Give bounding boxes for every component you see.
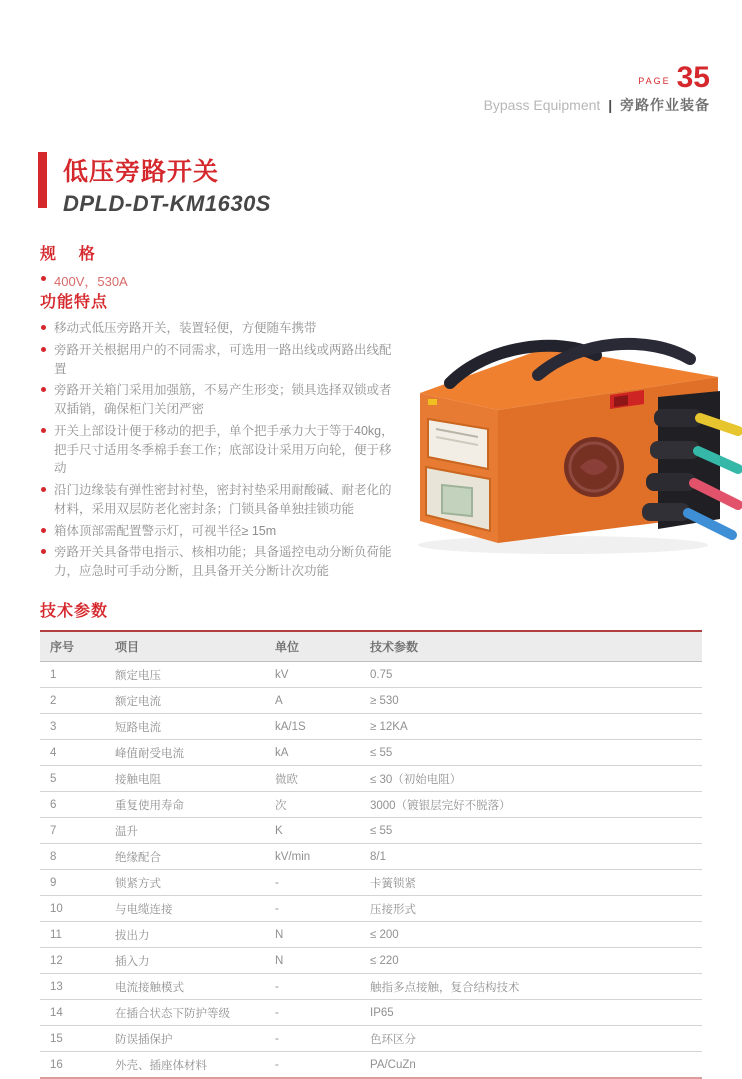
cell-unit: K (265, 818, 360, 844)
list-item-text: 旁路开关箱门采用加强筋，不易产生形变；锁具选择双锁或者双插销，确保柜门关闭严密 (54, 383, 392, 416)
list-item-text: 旁路开关具备带电指示、核相功能；具备遥控电动分断负荷能力，应急时可手动分断，且具备开关分断计次功能 (54, 545, 392, 578)
cell-value: ≥ 530 (360, 688, 702, 714)
cell-value: ≤ 55 (360, 740, 702, 766)
table-row (40, 766, 702, 792)
category-line (484, 95, 710, 115)
cell-unit: 次 (265, 792, 360, 818)
product-model: DPLD-DT-KM1630S (63, 191, 271, 216)
list-item-text: 箱体顶部需配置警示灯，可视半径≥ 15m (54, 523, 277, 538)
cell-value: 触指多点接触，复合结构技术 (360, 974, 702, 1000)
cell-index: 9 (40, 870, 105, 896)
col-header-index: 序号 (40, 631, 105, 662)
cell-value: ≤ 220 (360, 948, 702, 974)
cell-unit: 微欧 (265, 766, 360, 792)
bullet-icon (41, 387, 46, 392)
specs-list (40, 271, 128, 290)
table-row (40, 1026, 702, 1052)
cell-item: 绝缘配合 (105, 844, 265, 870)
list-item (40, 422, 394, 478)
cell-unit: - (265, 870, 360, 896)
features-section (40, 289, 394, 584)
bullet-icon (41, 549, 46, 554)
cell-item: 重复使用寿命 (105, 792, 265, 818)
cell-index: 13 (40, 974, 105, 1000)
category-en: Bypass Equipment (483, 97, 601, 113)
product-title: 低压旁路开关 (63, 158, 220, 186)
cell-value: ≥ 12KA (360, 714, 702, 740)
table-row (40, 818, 702, 844)
cell-unit: kV (265, 662, 360, 688)
cell-value: 8/1 (360, 844, 702, 870)
cell-value: 0.75 (360, 662, 702, 688)
cell-unit: N (265, 948, 360, 974)
bullet-icon (41, 487, 46, 492)
list-item (40, 319, 394, 338)
page-label: PAGE (638, 76, 671, 86)
cell-item: 电流接触模式 (105, 974, 265, 1000)
cell-unit: N (265, 922, 360, 948)
cell-item: 接触电阻 (105, 766, 265, 792)
cell-unit: - (265, 1000, 360, 1026)
product-photo (398, 303, 742, 561)
cell-unit: kV/min (265, 844, 360, 870)
list-item-text: 400V，530A (54, 274, 128, 289)
cell-index: 2 (40, 688, 105, 714)
list-item-text: 开关上部设计便于移动的把手，单个把手承力大于等于40kg，把手尺寸适用冬季棉手套工作；底部设计采用万向轮，便于移动 (54, 423, 394, 476)
cell-unit: kA/1S (265, 714, 360, 740)
table-row (40, 792, 702, 818)
list-item (40, 271, 128, 290)
cell-value: 压接形式 (360, 896, 702, 922)
cell-value: ≤ 55 (360, 818, 702, 844)
cell-value: 色环区分 (360, 1026, 702, 1052)
cell-unit: kA (265, 740, 360, 766)
cell-value: ≤ 30（初始电阻） (360, 766, 702, 792)
bullet-icon (41, 325, 46, 330)
table-row (40, 688, 702, 714)
tech-params-body (40, 662, 702, 1079)
table-row (40, 870, 702, 896)
tech-params-heading: 技术参数 (40, 603, 109, 620)
cell-index: 3 (40, 714, 105, 740)
features-heading: 功能特点 (40, 294, 109, 311)
bullet-icon (41, 428, 46, 433)
table-row (40, 974, 702, 1000)
table-row (40, 662, 702, 688)
cell-value: 卡簧锁紧 (360, 870, 702, 896)
specs-section (40, 241, 128, 290)
cell-index: 14 (40, 1000, 105, 1026)
cell-unit: - (265, 1052, 360, 1079)
list-item-text: 沿门边缘装有弹性密封衬垫，密封衬垫采用耐酸碱、耐老化的材料，采用双层防老化密封条；门锁具备单独挂锁功能 (54, 483, 392, 516)
cell-index: 10 (40, 896, 105, 922)
cell-unit: - (265, 974, 360, 1000)
cell-item: 外壳、插座体材料 (105, 1052, 265, 1079)
specs-heading: 规 格 (40, 246, 96, 263)
list-item (40, 543, 394, 581)
cell-item: 在插合状态下防护等级 (105, 1000, 265, 1026)
cell-item: 短路电流 (105, 714, 265, 740)
cell-item: 防误插保护 (105, 1026, 265, 1052)
list-item (40, 381, 394, 419)
cell-unit: A (265, 688, 360, 714)
cell-item: 峰值耐受电流 (105, 740, 265, 766)
title-block (38, 152, 271, 217)
bypass-switch-illustration (398, 303, 742, 561)
list-item (40, 522, 394, 541)
cell-index: 11 (40, 922, 105, 948)
cell-item: 额定电压 (105, 662, 265, 688)
table-row (40, 1052, 702, 1079)
table-row (40, 948, 702, 974)
cell-value: 3000（镀银层完好不脱落） (360, 792, 702, 818)
cell-item: 额定电流 (105, 688, 265, 714)
bullet-icon (41, 347, 46, 352)
cell-index: 1 (40, 662, 105, 688)
page-header (483, 61, 710, 115)
list-item-text: 移动式低压旁路开关，装置轻便，方便随车携带 (54, 321, 317, 335)
bullet-icon (41, 276, 46, 281)
cell-item: 温升 (105, 818, 265, 844)
table-row (40, 714, 702, 740)
cell-index: 12 (40, 948, 105, 974)
list-item-text: 旁路开关根据用户的不同需求，可选用一路出线或两路出线配置 (54, 342, 392, 376)
table-row (40, 922, 702, 948)
list-item (40, 481, 394, 519)
page-number: 35 (676, 61, 710, 94)
table-row (40, 740, 702, 766)
cell-index: 8 (40, 844, 105, 870)
cell-item: 插入力 (105, 948, 265, 974)
table-header-row (40, 631, 702, 662)
cell-index: 16 (40, 1052, 105, 1079)
table-row (40, 844, 702, 870)
cell-item: 拔出力 (105, 922, 265, 948)
table-row (40, 1000, 702, 1026)
tech-params-section (40, 598, 702, 1079)
list-item (40, 341, 394, 379)
cell-index: 4 (40, 740, 105, 766)
tech-params-table (40, 630, 702, 1079)
cell-unit: - (265, 1026, 360, 1052)
category-cn: 旁路作业装备 (620, 97, 710, 113)
cell-value: PA/CuZn (360, 1052, 702, 1079)
cell-item: 与电缆连接 (105, 896, 265, 922)
bullet-icon (41, 528, 46, 533)
cell-index: 7 (40, 818, 105, 844)
col-header-value: 技术参数 (360, 631, 702, 662)
title-accent-bar (38, 152, 47, 208)
cell-index: 5 (40, 766, 105, 792)
col-header-item: 项目 (105, 631, 265, 662)
col-header-unit: 单位 (265, 631, 360, 662)
divider: | (608, 97, 613, 113)
cell-value: IP65 (360, 1000, 702, 1026)
cell-index: 15 (40, 1026, 105, 1052)
cell-item: 锁紧方式 (105, 870, 265, 896)
cell-value: ≤ 200 (360, 922, 702, 948)
cell-unit: - (265, 896, 360, 922)
features-list (40, 319, 394, 581)
cell-index: 6 (40, 792, 105, 818)
table-row (40, 896, 702, 922)
